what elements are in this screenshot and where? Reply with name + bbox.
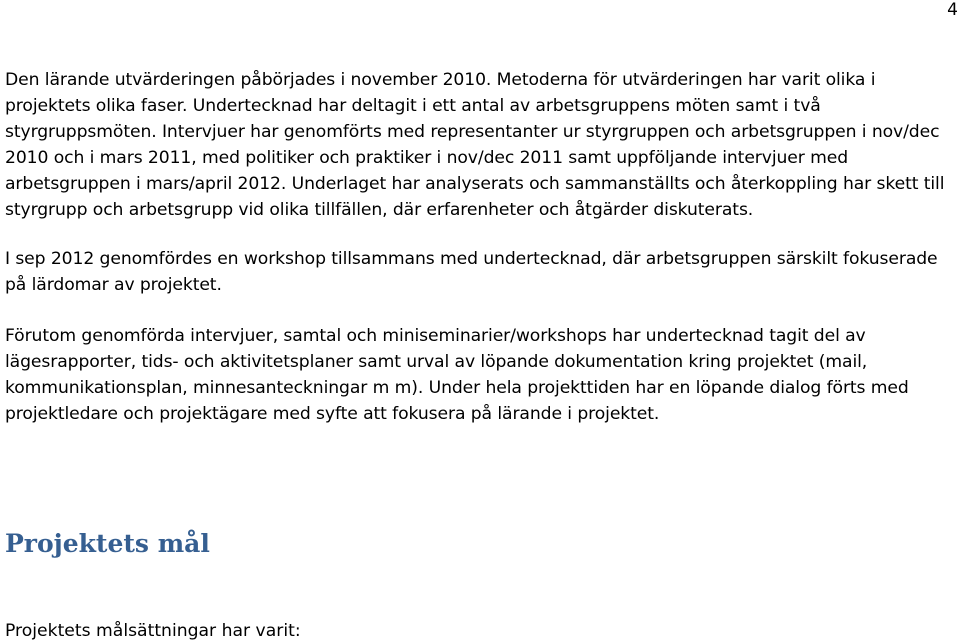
paragraph-documentation: Förutom genomförda intervjuer, samtal och miniseminarier/workshops har undertecknad tagit del av lägesrapporter, tids- och aktivitetsplaner samt urval av löpande dokumentation kring projektet (mail, kommunikationsplan, minnesanteckningar m m). Under hela projekttiden har en löpande dialog förts med projektledare och projektägare med syfte att fokusera på lärande i projektet.: [5, 326, 909, 424]
page-number: 4: [947, 0, 958, 20]
section-heading: Projektets mål: [5, 529, 210, 558]
paragraph-evaluation-method: Den lärande utvärderingen påbörjades i november 2010. Metoderna för utvärderingen har varit olika i projektets olika faser. Undertecknad har deltagit i ett antal av arbetsgruppens möten samt i två styrgruppsmöten. Intervjuer har genomförts med representanter ur styrgruppen och arbetsgruppen i nov/dec 2010 och i mars 2011, med politiker och praktiker i nov/dec 2011 samt uppföljande intervjuer med arbetsgruppen i mars/april 2012. Underlaget har analyserats och sammanställts och återkoppling har skett till styrgrupp och arbetsgrupp vid olika tillfällen, där erfarenheter och åtgärder diskuterats.: [5, 70, 945, 220]
paragraph-workshop: I sep 2012 genomfördes en workshop tillsammans med undertecknad, där arbetsgruppen särskilt fokuserade på lärdomar av projektet.: [5, 249, 938, 295]
section-intro: Projektets målsättningar har varit:: [5, 621, 301, 641]
